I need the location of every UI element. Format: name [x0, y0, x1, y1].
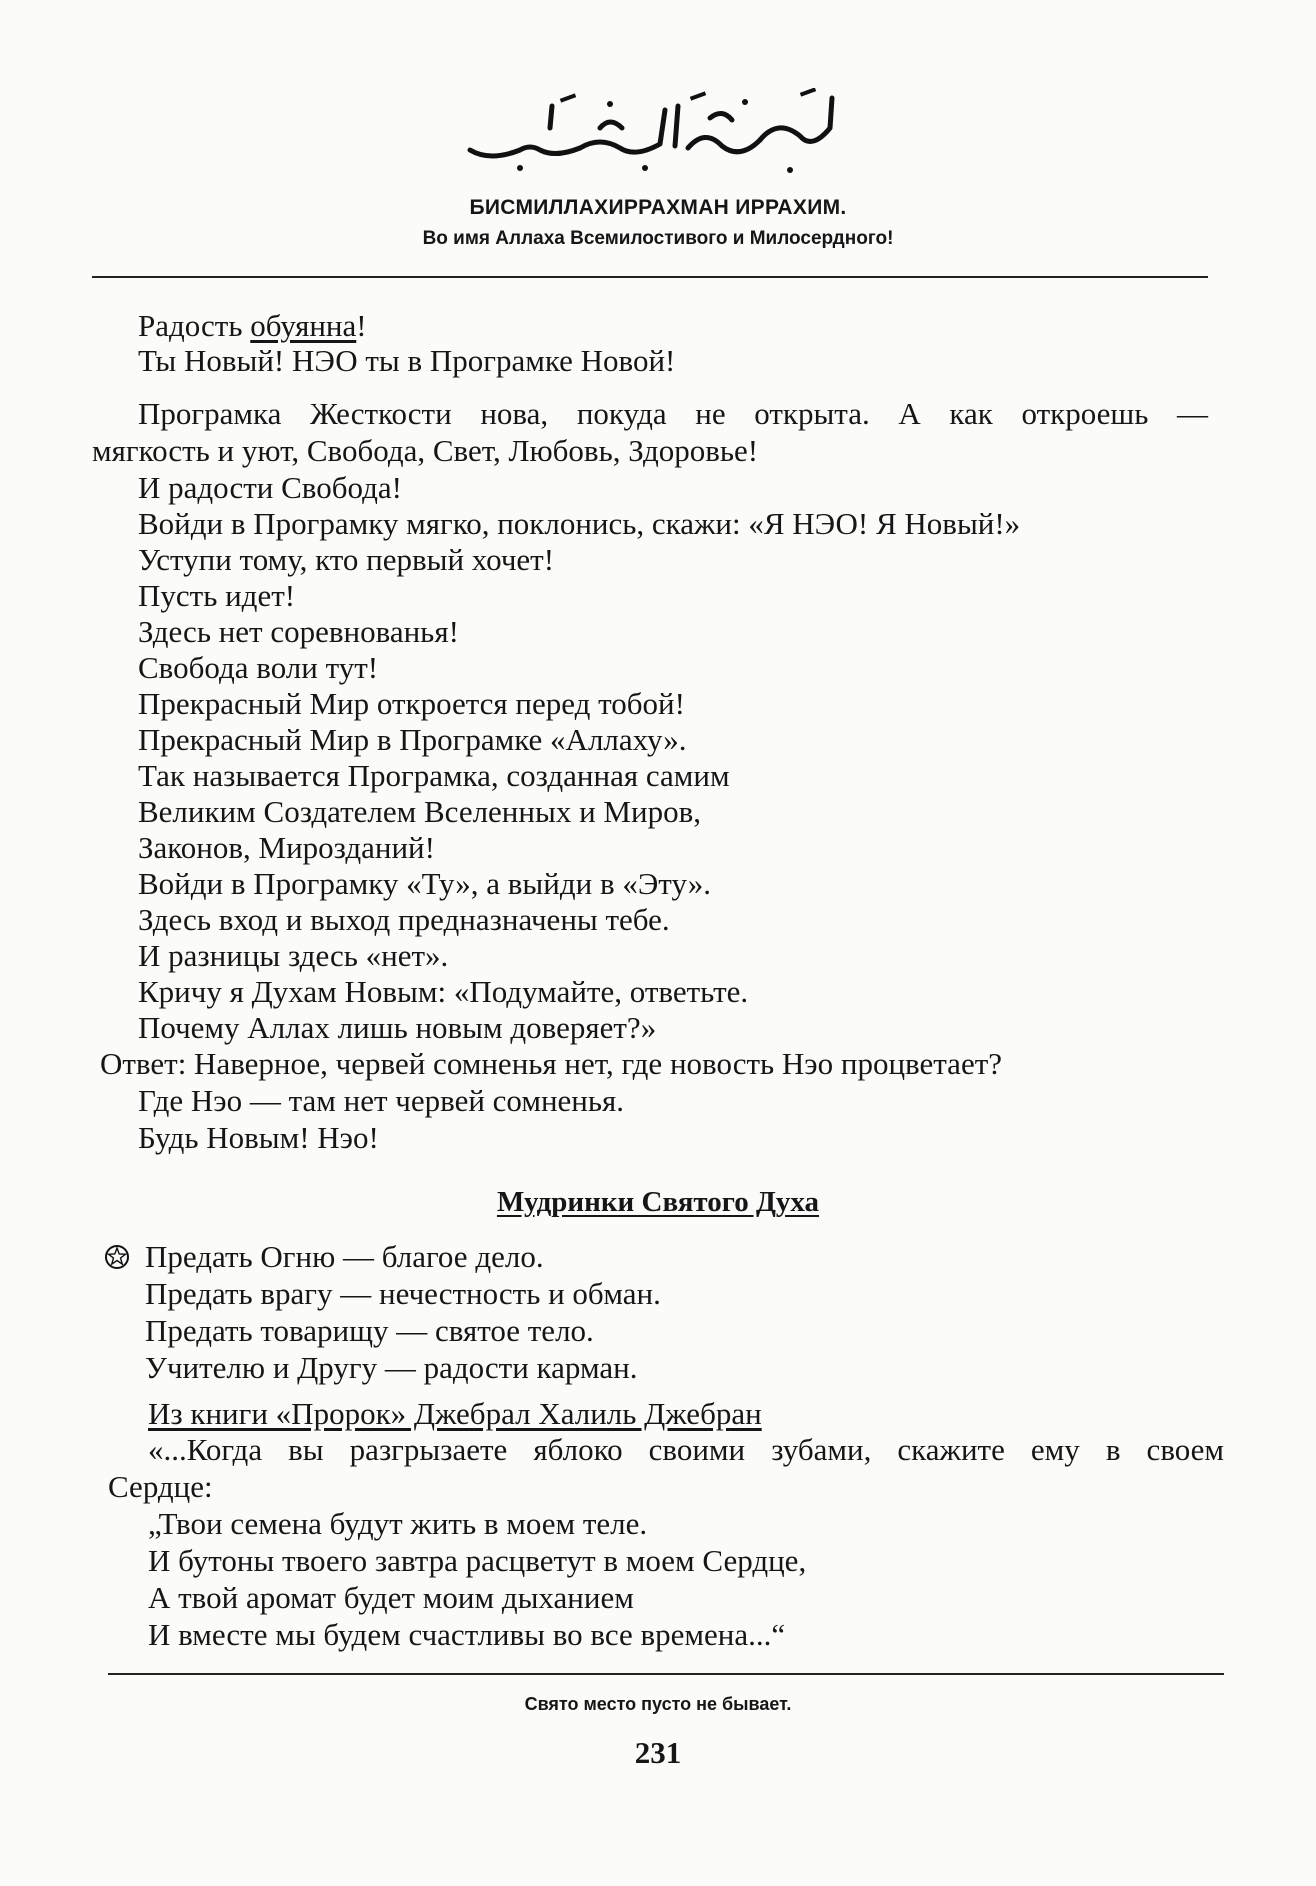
- header-title: БИСМИЛЛАХИРРАХМАН ИРРАХИМ.: [469, 196, 847, 219]
- header-subtitle: Во имя Аллаха Всемилостивого и Милосердного!: [422, 228, 894, 249]
- poem-line: И разницы здесь «нет».: [138, 938, 449, 973]
- poem-line: Прекрасный Мир откроется перед тобой!: [138, 686, 685, 721]
- quote-line: И бутоны твоего завтра расцветут в моем Сердце,: [148, 1543, 807, 1578]
- poem-line: Войди в Програмку мягко, поклонись, скажи: «Я НЭО! Я Новый!»: [138, 506, 1021, 541]
- answer-line: Ответ: Наверное, червей сомненья нет, где новость Нэо процветает?: [100, 1046, 1003, 1081]
- poem-line: Великим Создателем Вселенных и Миров,: [138, 794, 701, 829]
- poem-line: И радости Свобода!: [138, 470, 402, 505]
- quote-intro-line-2: Сердце:: [108, 1469, 213, 1504]
- quote-line: А твой аромат будет моим дыханием: [148, 1580, 634, 1615]
- poem-line: Прекрасный Мир в Програмке «Аллаху».: [138, 722, 687, 757]
- poem-line: Здесь нет соревнованья!: [138, 614, 459, 649]
- poem-line: Войди в Програмку «Ту», а выйди в «Эту».: [138, 866, 711, 901]
- poem-line: Почему Аллах лишь новым доверяет?»: [138, 1010, 657, 1045]
- section-heading: Мудринки Святого Духа: [496, 1186, 820, 1218]
- poem-closing-line: Будь Новым! Нэо!: [138, 1120, 379, 1155]
- basmala-calligraphy-icon: [460, 88, 840, 178]
- star-in-circle-icon: [104, 1244, 130, 1270]
- verse-line: Предать врагу — нечестность и обман.: [145, 1276, 661, 1311]
- footer-divider: [108, 1673, 1224, 1675]
- poem-line: Кричу я Духам Новым: «Подумайте, ответьте.: [138, 974, 749, 1009]
- paragraph-line-2: мягкость и уют, Свобода, Свет, Любовь, Здоровье!: [92, 433, 759, 468]
- poem-line: Свобода воли тут!: [138, 650, 379, 685]
- page-number: 231: [634, 1735, 682, 1770]
- verse-line: Предать Огню — благое дело.: [145, 1239, 544, 1274]
- verse-line: Учителю и Другу — радости карман.: [145, 1350, 638, 1385]
- poem-line-2: Ты Новый! НЭО ты в Програмке Новой!: [138, 343, 676, 378]
- poem-line-1: Радость обуянна!: [138, 308, 367, 343]
- quote-source: Из книги «Пророк» Джебрал Халиль Джебран: [148, 1396, 762, 1431]
- footer-proverb: Свято место пусто не бывает.: [524, 1694, 792, 1714]
- poem-closing-line: Где Нэо — там нет червей сомненья.: [138, 1083, 625, 1118]
- poem-line: Так называется Програмка, созданная самим: [138, 758, 730, 793]
- quote-line: И вместе мы будем счастливы во все времена...“: [148, 1617, 786, 1652]
- poem-line: Законов, Мирозданий!: [138, 830, 435, 865]
- poem-line: Здесь вход и выход предназначены тебе.: [138, 902, 670, 937]
- paragraph-line-1: Програмка Жесткости нова, покуда не открыта. А как откроешь —: [138, 396, 1208, 431]
- quote-line: „Твои семена будут жить в моем теле.: [148, 1506, 648, 1541]
- poem-line: Пусть идет!: [138, 578, 296, 613]
- poem-line: Уступи тому, кто первый хочет!: [138, 542, 555, 577]
- verse-line: Предать товарищу — святое тело.: [145, 1313, 594, 1348]
- header-divider: [92, 276, 1208, 278]
- quote-intro-line-1: «...Когда вы разгрызаете яблоко своими зубами, скажите ему в своем: [148, 1432, 1224, 1467]
